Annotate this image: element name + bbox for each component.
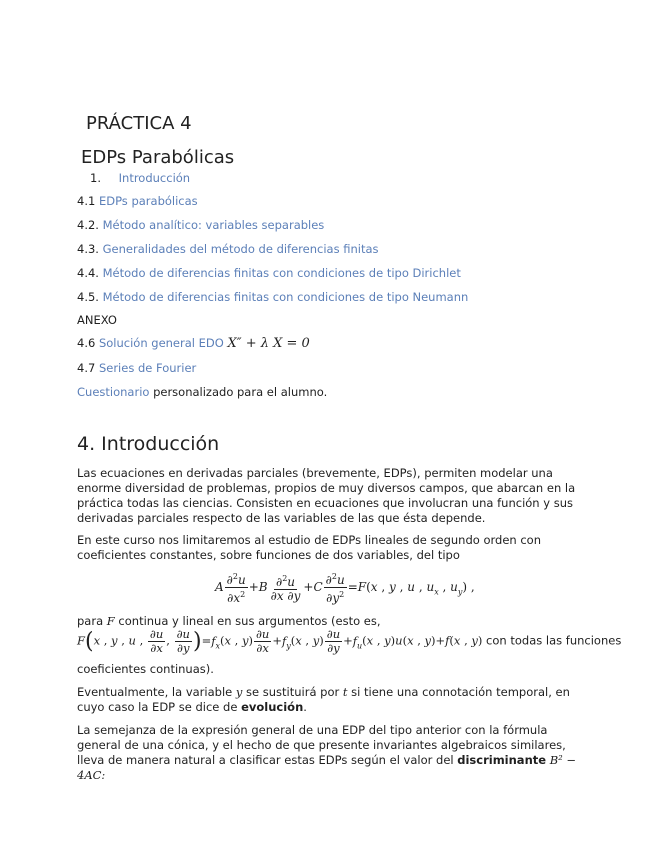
pde-general-equation: A $\frac{\partial^2u}{\partial x^2}$ +B $\frac{\partial^2u}{\partial x \partial y}$ +C $\frac{\partial^2u}{\partial y^2}$ =F(x , y , u , $u_x$ , $u_y$) , xyxy=(215,572,475,605)
toc-link-introduccion[interactable]: Introducción xyxy=(118,171,191,185)
toc-item-4-3 xyxy=(77,242,379,256)
toc-link-edps-parabolicas[interactable]: EDPs parabólicas xyxy=(98,194,198,208)
toc-link-neumann[interactable]: Método de diferencias finitas con condiciones de tipo Neumann xyxy=(102,290,469,304)
toc-number: 4.7 xyxy=(77,361,96,375)
toc-item-introduccion xyxy=(90,171,190,185)
quiz-link[interactable]: Cuestionario xyxy=(77,385,150,399)
edo-formula: X″ + λ X = 0 xyxy=(227,336,310,351)
toc-item-4-1 xyxy=(77,194,198,208)
toc-annex: ANEXO xyxy=(77,313,117,327)
discriminant-formula: B² − 4AC: xyxy=(77,753,577,782)
toc-number: 4.4. xyxy=(77,266,99,280)
paragraph-evolucion xyxy=(77,685,582,715)
toc-item-4-2 xyxy=(77,218,324,232)
toc-link-solucion-edo[interactable]: Solución general EDO xyxy=(98,336,224,350)
toc-number: 4.2. xyxy=(77,218,99,232)
paragraph-intro: Las ecuaciones en derivadas parciales (brevemente, EDPs), permiten modelar una enorme diversidad de problemas, propios de muy diversos campos, que abarcan en la práctica todas las ciencias. Consisten en ecuaciones que involucran una función y sus derivadas parciales respecto de las variables de las que ésta depende. xyxy=(77,466,576,525)
toc-link-generalidades[interactable]: Generalidades del método de diferencias finitas xyxy=(102,242,379,256)
term-discriminante: discriminante xyxy=(457,753,547,767)
toc-link-dirichlet[interactable]: Método de diferencias finitas con condiciones de tipo Dirichlet xyxy=(102,266,461,280)
p5-a: La semejanza de la expresión general de una EDP del tipo anterior con la fórmula general de una cónica, y el hecho de que presente invariantes algebraicos similares, lleva de manera natural a clasificar estas EDPs según el valor del xyxy=(77,723,566,767)
p3-para: para xyxy=(77,614,104,628)
paragraph-continuas: coeficientes continuas). xyxy=(77,662,214,676)
toc-number: 4.3. xyxy=(77,242,99,256)
toc-number: 4.6 xyxy=(77,336,96,350)
p3-tail: con todas las funciones xyxy=(486,633,622,648)
p4-end: . xyxy=(303,700,307,714)
toc-number: 1. xyxy=(90,171,101,185)
toc-link-series-fourier[interactable]: Series de Fourier xyxy=(98,361,197,375)
toc-item-4-6 xyxy=(77,336,310,351)
term-evolucion: evolución xyxy=(241,700,304,714)
symbol-y: y xyxy=(235,685,243,699)
paragraph-discriminante xyxy=(77,723,582,783)
toc-link-variables-separables[interactable]: Método analítico: variables separables xyxy=(102,218,325,232)
linear-expansion-equation: F(x , y , u , $\frac{\partial u}{\partial x}$ , $\frac{\partial u}{\partial y}$ )$=f_x(x$ , y) $\frac{\partial u}{\partial x}$ $+f_y(x$ , y) $\frac{\partial u}{\partial y}$ $+f_u(x$ , y)u(x , y)+f(x , y) con todas las funciones xyxy=(77,627,622,655)
toc-number: 4.5. xyxy=(77,290,99,304)
symbol-F: F xyxy=(106,614,115,628)
paragraph-scope: En este curso nos limitaremos al estudio de EDPs lineales de segundo orden con coeficientes constantes, sobre funciones de dos variables, del tipo xyxy=(77,533,541,562)
section-heading: 4. Introducción xyxy=(77,433,220,455)
p3-text: continua y lineal en sus argumentos (esto es, xyxy=(118,614,381,628)
p4-b: se sustituirá por xyxy=(246,685,340,699)
p4-a: Eventualmente, la variable xyxy=(77,685,233,699)
toc-number: 4.1 xyxy=(77,194,96,208)
toc-quiz xyxy=(77,385,327,399)
symbol-t: t xyxy=(342,685,348,699)
toc-item-4-4 xyxy=(77,266,461,280)
quiz-text: personalizado para el alumno. xyxy=(153,385,328,399)
page-subtitle: EDPs Parabólicas xyxy=(81,147,235,168)
p4-c: si tiene una connotación temporal, en cuyo caso la EDP se dice de xyxy=(77,685,570,714)
toc-item-4-7 xyxy=(77,361,196,375)
practice-title: PRÁCTICA 4 xyxy=(86,113,192,134)
toc-item-4-5 xyxy=(77,290,468,304)
